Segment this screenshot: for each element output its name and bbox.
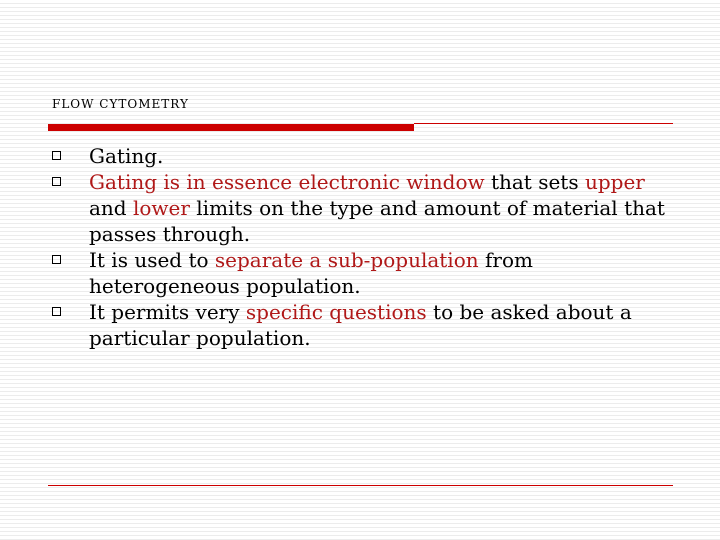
bullet-text (89, 248, 533, 298)
square-bullet-icon (52, 255, 61, 264)
bullet-segment: limits on the type and amount of material that passes through. (89, 196, 665, 246)
bullet-item (52, 169, 672, 247)
footer-rule (48, 485, 673, 486)
bullet-item (52, 299, 672, 351)
bullet-list (52, 143, 672, 351)
square-bullet-icon (52, 151, 61, 160)
highlighted-phrase: upper (584, 170, 645, 194)
bullet-text (89, 300, 632, 350)
highlighted-phrase: lower (132, 196, 190, 220)
bullet-segment: It is used to (89, 248, 215, 272)
square-bullet-icon (52, 177, 61, 186)
slide-title: FLOW CYTOMETRY (52, 97, 189, 111)
bullet-text (89, 144, 163, 168)
bullet-segment: from heterogeneous population. (89, 248, 533, 298)
highlighted-phrase: separate a sub-population (214, 248, 479, 272)
square-bullet-icon (52, 307, 61, 316)
bullet-text (89, 170, 665, 246)
bullet-segment: that sets (484, 170, 585, 194)
title-underline-thin (414, 123, 673, 124)
bullet-segment: Gating. (89, 144, 164, 168)
bullet-item (52, 143, 672, 169)
highlighted-phrase: Gating is in essence electronic window (89, 170, 485, 194)
bullet-segment: It permits very (89, 300, 246, 324)
highlighted-phrase: specific questions (245, 300, 427, 324)
title-underline-thick (48, 124, 414, 131)
bullet-segment: and (89, 196, 133, 220)
bullet-item (52, 247, 672, 299)
bullet-segment: to be asked about a particular population. (89, 300, 632, 350)
